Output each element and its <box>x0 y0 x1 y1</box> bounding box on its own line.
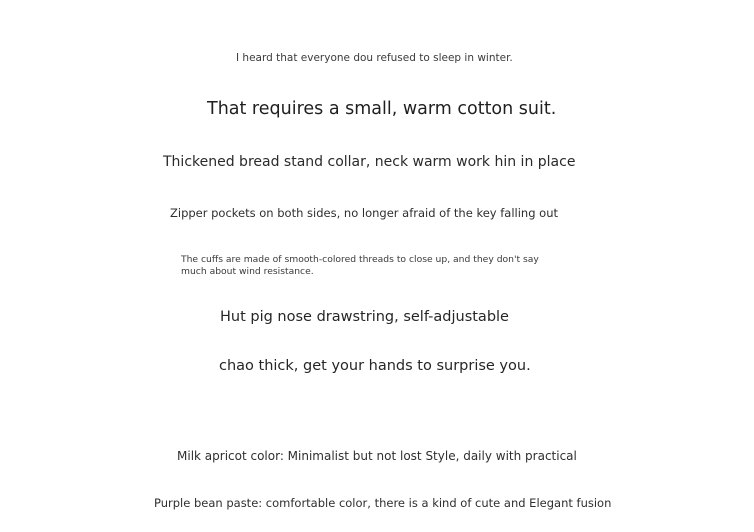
pocket-feature: Zipper pockets on both sides, no longer afraid of the key falling out <box>170 206 558 220</box>
color-apricot-description: Milk apricot color: Minimalist but not lost Style, daily with practical <box>177 449 577 463</box>
collar-feature: Thickened bread stand collar, neck warm work hin in place <box>163 154 576 170</box>
cuff-feature: The cuffs are made of smooth-colored threads to close up, and they don't say much about wind resistance. <box>181 254 539 277</box>
thickness-feature: chao thick, get your hands to surprise you. <box>219 358 531 374</box>
drawstring-feature: Hut pig nose drawstring, self-adjustable <box>220 309 509 325</box>
intro-line: I heard that everyone dou refused to sleep in winter. <box>236 52 513 64</box>
color-purple-description: Purple bean paste: comfortable color, there is a kind of cute and Elegant fusion <box>154 496 612 510</box>
headline: That requires a small, warm cotton suit. <box>207 99 557 119</box>
